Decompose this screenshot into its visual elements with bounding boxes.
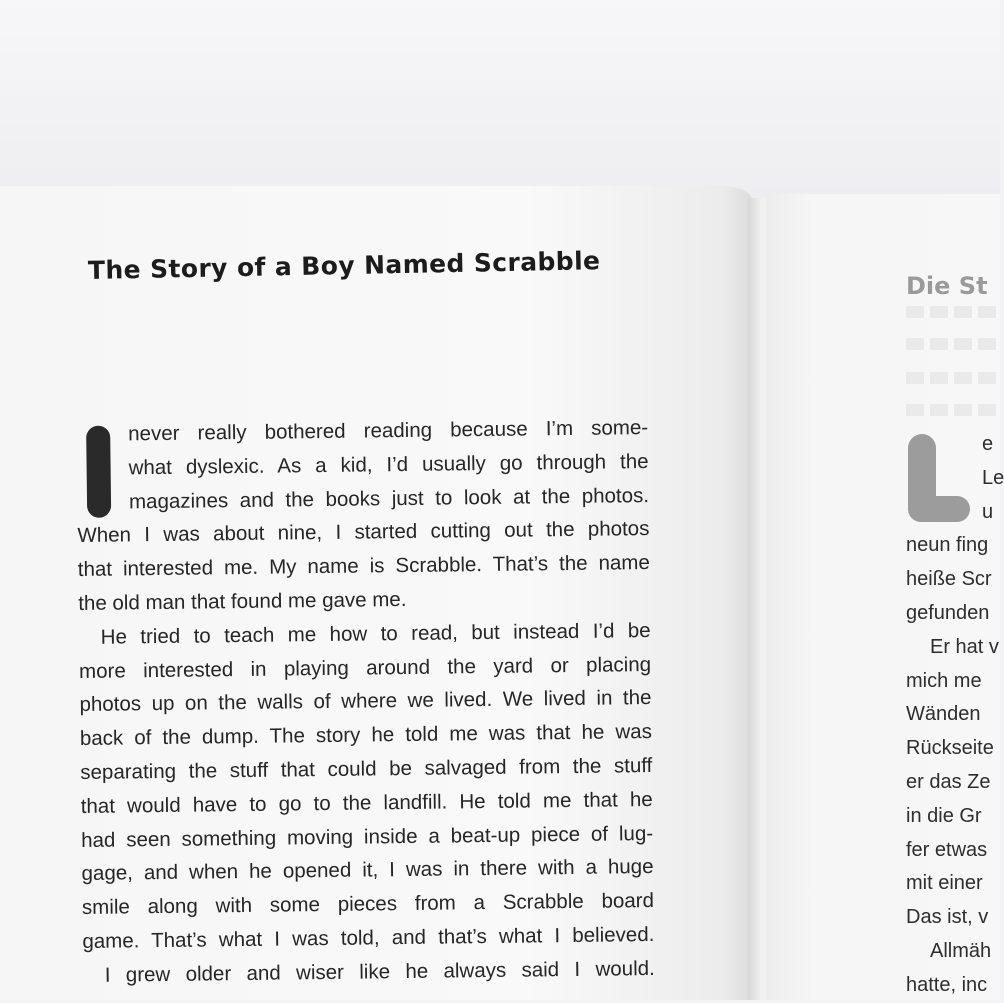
text-line: er das Ze <box>906 770 991 793</box>
text-line: Allmäh <box>930 939 992 962</box>
text-line: When I was about nine, I started cutting out the photos <box>77 517 650 548</box>
text-line: Er hat v <box>930 635 999 658</box>
text-line: I grew older and wiser like he always said I would. <box>104 956 655 987</box>
text-line: magazines and the books just to look at the photos. <box>128 483 650 513</box>
text-line: fer etwas <box>906 838 988 861</box>
text-line: He tried to teach me how to read, but instead I’d be <box>100 618 651 649</box>
bleed-through-text <box>906 306 1000 318</box>
text-line: mit einer <box>906 872 983 895</box>
right-page-text <box>906 428 1004 1003</box>
text-line: back of the dump. The story he told me was that he was <box>79 720 653 751</box>
text-line: more interested in playing around the yard or placing <box>78 652 652 683</box>
first-paragraph-opening <box>76 411 649 519</box>
text-line: never really bothered reading because I’m some- <box>128 416 649 446</box>
background-surface <box>0 0 1000 200</box>
open-book <box>0 178 1004 1000</box>
text-line: in die Gr <box>906 804 982 827</box>
text-line: had seen something moving inside a beat-up piece of lug- <box>81 821 654 852</box>
text-line: mich me <box>906 669 982 692</box>
text-line: photos up on the walls of where we lived. We lived in the <box>79 686 652 717</box>
text-line: gage, and when he opened it, I was in there with a huge <box>81 855 654 886</box>
text-line: Das ist, v <box>906 906 989 929</box>
text-line: separating the stuff that could be salvaged from the stuff <box>80 753 653 784</box>
bleed-through-text <box>906 338 1000 350</box>
text-line: Rückseite <box>906 737 994 760</box>
text-line: u <box>982 500 994 523</box>
text-line: hatte, inc <box>906 973 988 996</box>
left-page-text <box>76 411 655 992</box>
text-line: gefunden <box>906 601 990 624</box>
text-line: what dyslexic. As a kid, I’d usually go through the <box>128 449 649 480</box>
text-line: e <box>982 433 994 455</box>
text-line: that interested me. My name is Scrabble. That’s the name <box>77 551 650 582</box>
drop-cap-letter <box>86 426 111 518</box>
text-line: neun fing <box>906 534 989 557</box>
text-line: that would have to go to the landfill. He told me that he <box>80 787 653 818</box>
text-line: game. That’s what I was told, and that’s what I believed. <box>82 922 655 953</box>
text-line: smile along with some pieces from a Scrabble board <box>81 889 655 920</box>
right-chapter-title: Die St <box>906 272 988 300</box>
text-line: Wänden <box>906 703 981 726</box>
bleed-through-text <box>906 404 1000 416</box>
bleed-through-text <box>906 372 1000 384</box>
text-line: heiße Scr <box>906 568 992 591</box>
text-line: Le <box>982 466 1004 489</box>
text-line: the old man that found me gave me. <box>78 587 407 615</box>
chapter-title: The Story of a Boy Named Scrabble <box>87 246 601 285</box>
